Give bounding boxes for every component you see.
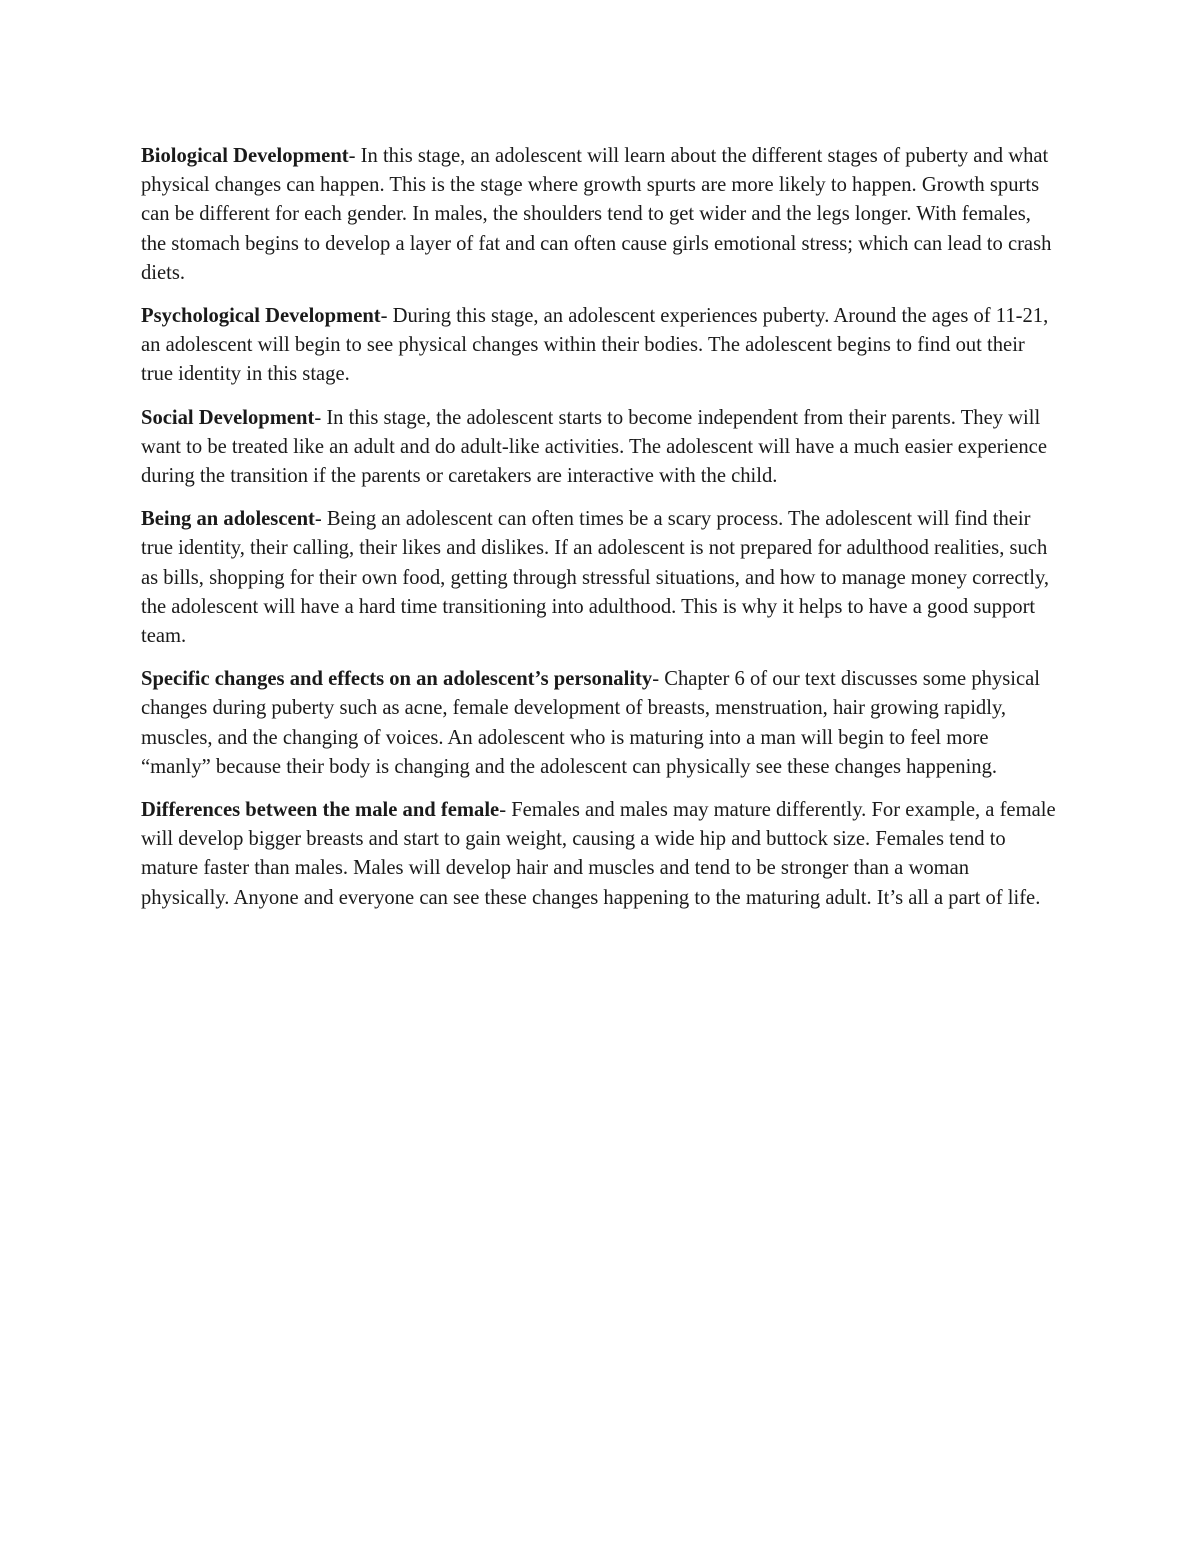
paragraph-social-development: [141, 404, 1061, 492]
section-body: - In this stage, the adolescent starts to become independent from their parents. They will want to be treated like an adult and do adult-like activities. The adolescent will have a much easier experience during the transition if the parents or caretakers are interactive with the child.: [141, 406, 1047, 488]
section-heading: Differences between the male and female: [141, 799, 500, 822]
paragraph-specific-changes: [141, 665, 1061, 782]
section-heading: Specific changes and effects on an adolescent’s personality: [141, 668, 653, 691]
section-heading: Biological Development: [141, 145, 349, 167]
section-heading: Being an adolescent: [141, 508, 315, 531]
section-body: - Being an adolescent can often times be a scary process. The adolescent will find their true identity, their calling, their likes and dislikes. If an adolescent is not prepared for adulthood realities, such as bills, shopping for their own food, getting through stressful situations, and how to manage money correctly, the adolescent will have a hard time transitioning into adulthood. This is why it helps to have a good support team.: [141, 508, 1050, 648]
section-body: - Females and males may mature differently. For example, a female will develop bigger breasts and start to gain weight, causing a wide hip and buttock size. Females tend to mature faster than males. Males will develop hair and muscles and tend to be stronger than a woman physically. Anyone and everyone can see these changes happening to the maturing adult. It’s all a part of life.: [141, 799, 1056, 909]
paragraph-biological-development: [141, 142, 1061, 288]
section-heading: Psychological Development: [141, 305, 381, 328]
section-body: - Chapter 6 of our text discusses some physical changes during puberty such as acne, female development of breasts, menstruation, hair growing rapidly, muscles, and the changing of voices. An adolescent who is maturing into a man will begin to feel more “manly” because their body is changing and the adolescent can physically see these changes happening.: [141, 668, 1040, 778]
paragraph-being-an-adolescent: [141, 505, 1061, 651]
section-heading: Social Development: [141, 406, 315, 429]
section-body: - In this stage, an adolescent will learn about the different stages of puberty and what physical changes can happen. This is the stage where growth spurts are more likely to happen. Growth spurts can be different for each gender. In males, the shoulders tend to get wider and the legs longer. With females, the stomach begins to develop a layer of fat and can often cause girls emotional stress; which can lead to crash diets.: [141, 145, 1052, 284]
paragraph-male-female-differences: [141, 796, 1061, 913]
document-body: [141, 142, 1061, 927]
paragraph-psychological-development: [141, 302, 1061, 390]
section-body: - During this stage, an adolescent experiences puberty. Around the ages of 11-21, an adolescent will begin to see physical changes within their bodies. The adolescent begins to find out their true identity in this stage.: [141, 305, 1049, 386]
